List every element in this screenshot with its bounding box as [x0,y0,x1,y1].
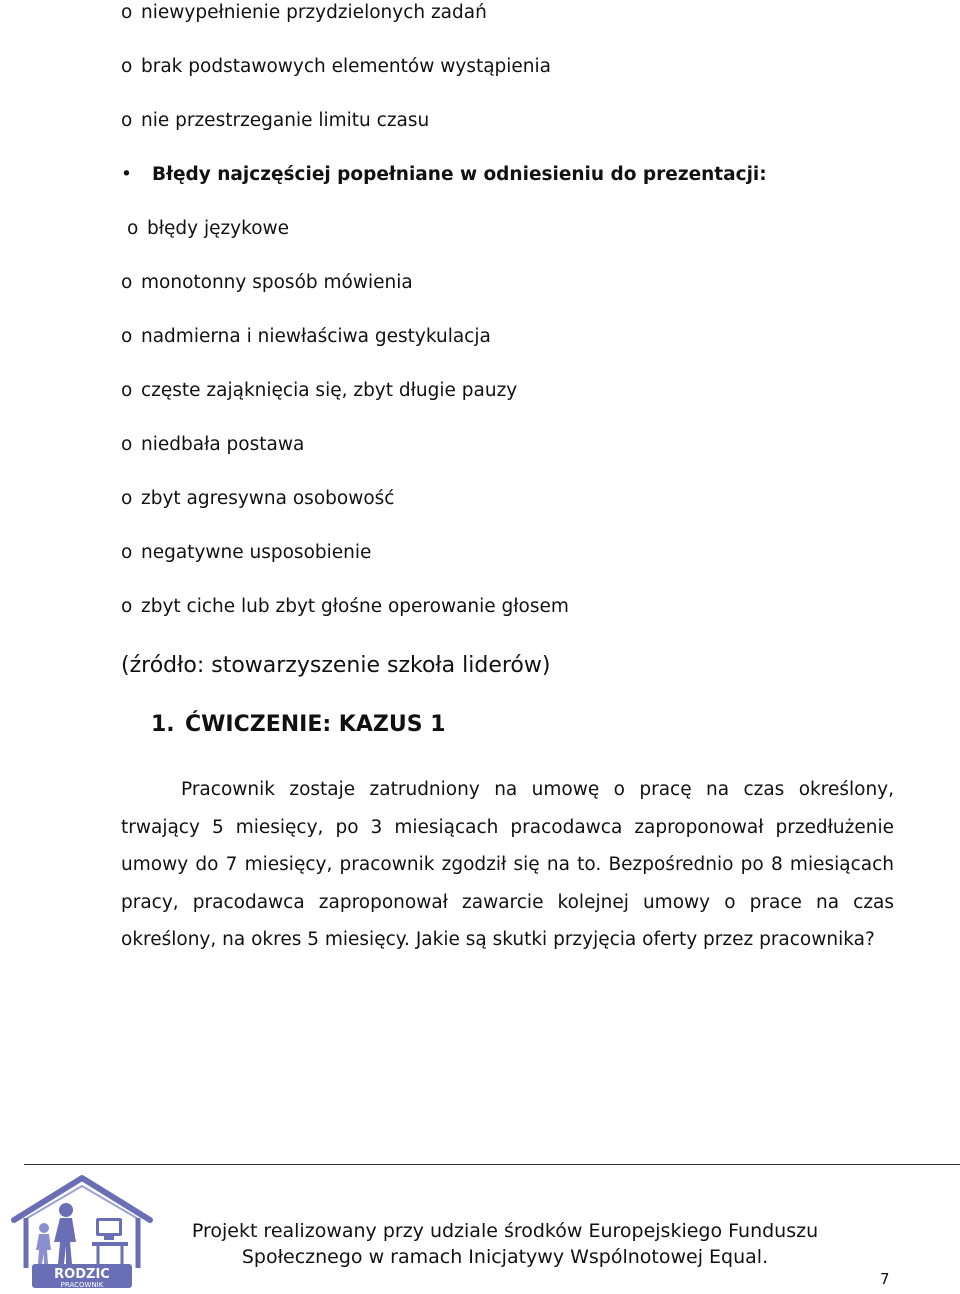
list-marker: o [121,542,133,563]
bullet-marker: • [121,164,132,185]
footer-line-1: Projekt realizowany przy udziale środków Europejskiego Funduszu [191,1220,819,1242]
list-item [121,487,394,511]
list-marker: o [121,110,133,131]
list-item [121,595,569,619]
footer-line-2: Społecznego w ramach Inicjatywy Wspólnotowej Equal. [241,1246,769,1268]
list-item-text: brak podstawowych elementów wystąpienia [141,56,552,77]
footer-divider [24,1164,960,1165]
exercise-title: ĆWICZENIE: KAZUS 1 [185,712,446,737]
list-item-text: częste zająknięcia się, zbyt długie pauzy [141,380,518,401]
list-item [121,433,304,457]
list-marker: o [121,2,133,23]
list-marker: o [121,380,133,401]
list-item-text: zbyt ciche lub zbyt głośne operowanie głosem [141,596,569,617]
list-item [121,325,491,349]
list-item [121,379,517,403]
exercise-heading [151,711,446,739]
list-item [121,271,413,295]
list-marker: o [121,56,133,77]
list-item-text: zbyt agresywna osobowość [141,488,395,509]
list-item-text: negatywne usposobienie [141,542,372,563]
exercise-number: 1. [151,712,175,737]
footer-funding-note [110,1218,900,1270]
list-marker: o [127,218,139,239]
list-item [127,217,289,241]
logo-title: RODZIC [54,1267,110,1282]
list-item-text: nie przestrzeganie limitu czasu [141,110,430,131]
list-marker: o [121,596,133,617]
exercise-text: Pracownik zostaje zatrudniony na umowę o pracę na czas określony, trwający 5 miesięcy, po 3 miesiącach pracodawca zaproponował przedłużenie umowy do 7 miesięcy, pracownik zgodził się na to. Bezpośrednio po 8 miesiącach pracy, pracodawca zaproponował zawarcie kolejnej umowy o prace na czas określony, na okres 5 miesięcy. Jakie są skutki przyjęcia oferty przez pracownika? [121,779,894,950]
list-marker: o [121,272,133,293]
logo-subtitle: PRACOWNIK [60,1281,104,1289]
section-heading-text: Błędy najczęściej popełniane w odniesieniu do prezentacji: [152,164,767,185]
list-item-text: nadmierna i niewłaściwa gestykulacja [141,326,491,347]
list-item-text: niewypełnienie przydzielonych zadań [141,2,487,23]
page-number: 7 [880,1270,890,1288]
list-item-text: monotonny sposób mówienia [141,272,413,293]
list-item [121,1,487,25]
list-marker: o [121,488,133,509]
list-marker: o [121,434,133,455]
source-note: (źródło: stowarzyszenie szkoła liderów) [121,653,551,678]
list-item-text: niedbała postawa [141,434,305,455]
list-item [121,55,551,79]
list-item-text: błędy językowe [147,218,290,239]
list-item [121,109,429,133]
list-item [121,541,371,565]
section-heading [121,163,767,187]
list-marker: o [121,326,133,347]
